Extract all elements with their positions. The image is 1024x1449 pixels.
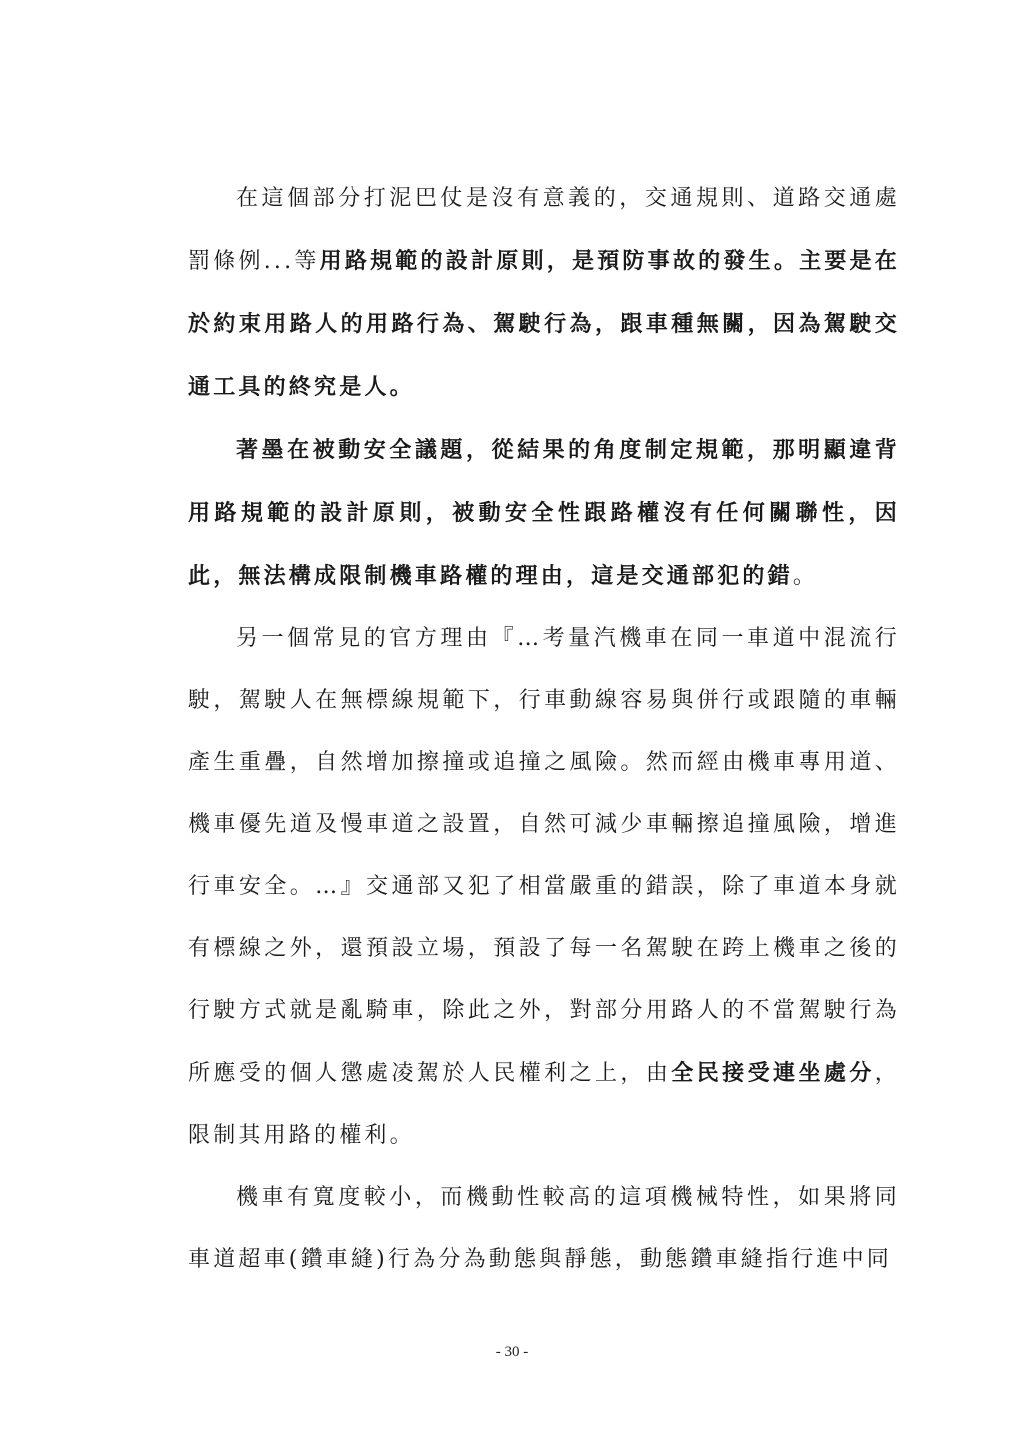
paragraph-3-run-2-bold: 全民接受連坐處分 bbox=[671, 1060, 875, 1086]
paragraph-4 bbox=[188, 1167, 900, 1291]
document-body bbox=[188, 168, 900, 1291]
page-number: - 30 - bbox=[495, 1344, 529, 1360]
paragraph-1-run-1: 在這個部分打泥巴仗是沒有意義的，交通規則、道路交通處罰條例...等 bbox=[188, 186, 900, 274]
paragraph-2-run-2: 。 bbox=[792, 564, 819, 589]
paragraph-1 bbox=[188, 168, 900, 419]
paragraph-3 bbox=[188, 608, 900, 1167]
paragraph-3-run-1: 另一個常見的官方理由『…考量汽機車在同一車道中混流行駛，駕駛人在無標線規範下，行車動線容易與併行或跟隨的車輛產生重疊，自然增加擦撞或追撞之風險。然而經由機車專用道、機車優先道及慢車道之設置，自然可減少車輛擦追撞風險，增進行車安全。…』交通部又犯了相當嚴重的錯誤，除了車道本身就有標線之外，還預設立場，預設了每一名駕駛在跨上機車之後的行駛方式就是亂騎車，除此之外，對部分用路人的不當駕駛行為所應受的個人懲處凌駕於人民權利之上，由 bbox=[188, 626, 900, 1086]
paragraph-3-run-3: ，限制其用路的權利。 bbox=[188, 1061, 900, 1148]
paragraph-4-run-1: 機車有寬度較小，而機動性較高的這項機械特性，如果將同車道超車(鑽車縫)行為分為動態與靜態，動態鑽車縫指行進中同 bbox=[188, 1185, 900, 1272]
paragraph-2-run-1-bold: 著墨在被動安全議題，從結果的角度制定規範，那明顯違背用路規範的設計原則，被動安全性跟路權沒有任何關聯性，因此，無法構成限制機車路權的理由，這是交通部犯的錯 bbox=[188, 437, 900, 589]
paragraph-1-run-2-bold: 用路規範的設計原則，是預防事故的發生。主要是在於約束用路人的用路行為、駕駛行為，跟車種無關，因為駕駛交通工具的終究是人。 bbox=[188, 248, 900, 400]
paragraph-2 bbox=[188, 419, 900, 608]
